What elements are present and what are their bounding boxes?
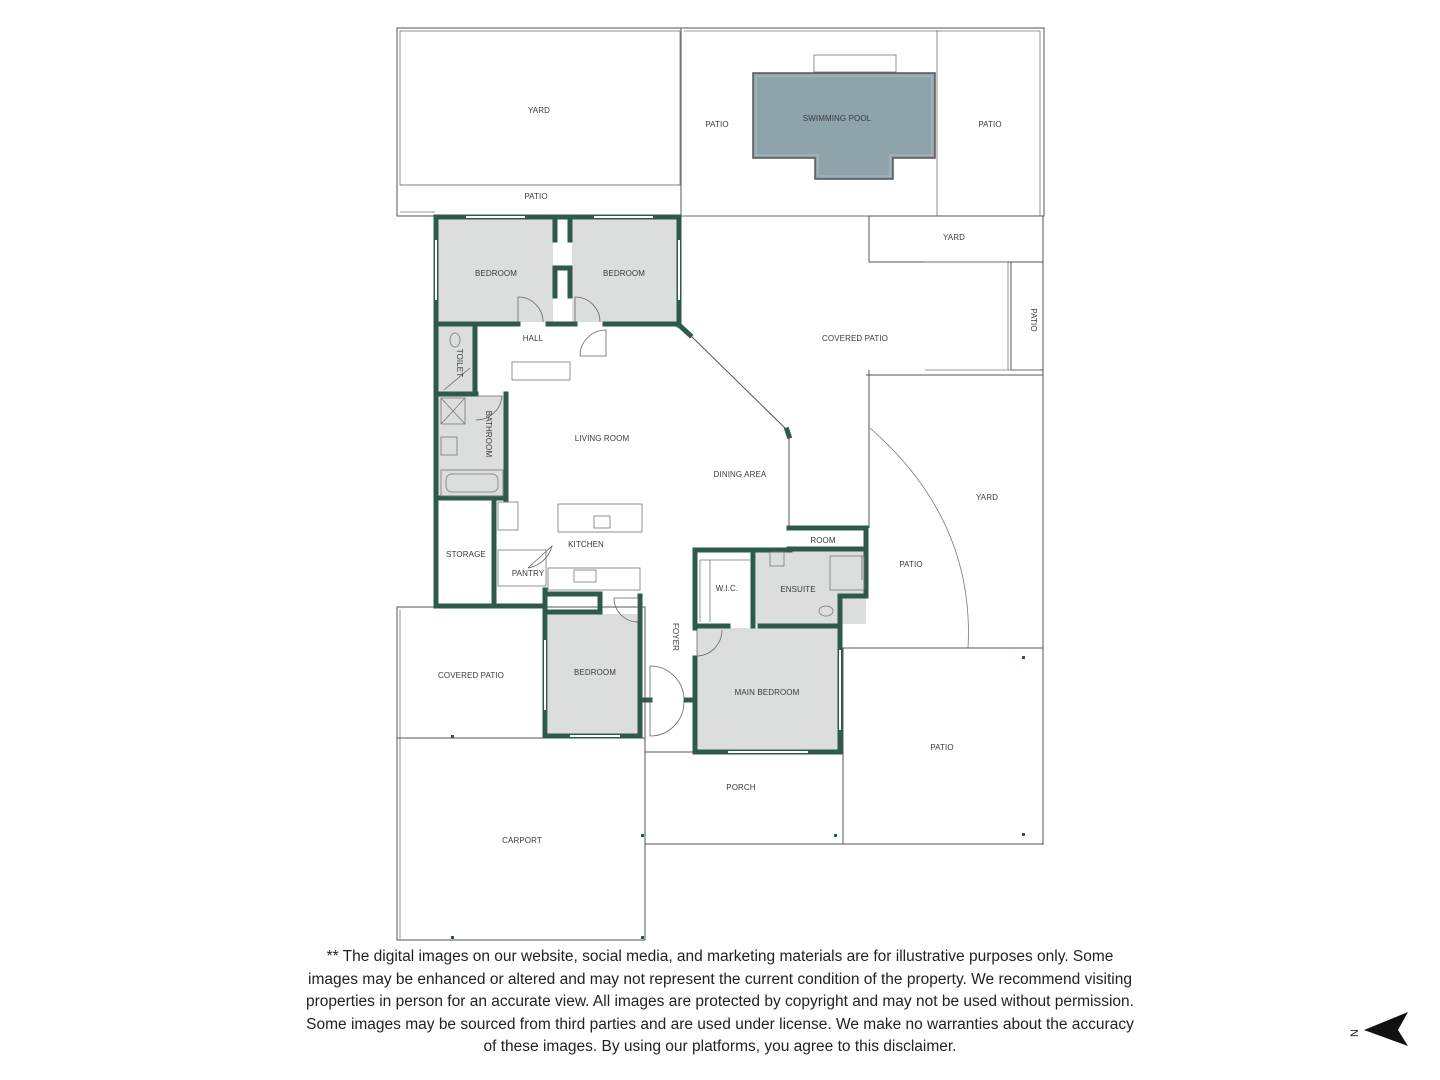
label-kitchen: KITCHEN [568, 540, 604, 549]
yard-top-area [397, 28, 681, 216]
label-bedroom-2: BEDROOM [602, 269, 646, 278]
label-porch: PORCH [726, 783, 756, 792]
label-storage: STORAGE [446, 550, 486, 559]
label-yard-top: YARD [527, 106, 551, 115]
swimming-pool-shape [753, 73, 935, 179]
compass-label: N [1349, 1029, 1361, 1037]
label-covered-patio-right: COVERED PATIO [822, 334, 888, 343]
kitchen-sink-icon [594, 516, 610, 528]
north-arrow-icon [1346, 1010, 1412, 1048]
porch-area [645, 752, 843, 844]
label-patio-right-side: PATIO [1029, 308, 1038, 332]
label-covered-patio-left: COVERED PATIO [438, 671, 504, 680]
label-bedroom-3: BEDROOM [573, 668, 617, 677]
label-foyer: FOYER [671, 622, 680, 652]
label-swimming-pool: SWIMMING POOL [802, 114, 872, 123]
label-patio-pool-right: PATIO [978, 120, 1002, 129]
label-hall: HALL [522, 334, 544, 343]
label-living-room: LIVING ROOM [574, 434, 630, 443]
label-carport: CARPORT [502, 836, 542, 845]
label-main-bedroom: MAIN BEDROOM [734, 688, 800, 697]
label-patio-pool-left: PATIO [705, 120, 729, 129]
label-bedroom-1: BEDROOM [474, 269, 518, 278]
label-patio-top-left: PATIO [524, 192, 548, 201]
label-wic: W.I.C. [715, 584, 739, 593]
label-yard-right-top: YARD [942, 233, 966, 242]
label-toilet: TOILET [455, 348, 464, 378]
cooktop-icon [574, 570, 596, 582]
label-patio-right-mid: PATIO [899, 560, 923, 569]
label-yard-right: YARD [975, 493, 999, 502]
label-dining-area: DINING AREA [713, 470, 767, 479]
label-ensuite: ENSUITE [780, 585, 816, 594]
disclaimer-text: ** The digital images on our website, social media, and marketing materials are for illustrative purposes only. Some images may be enhanced or altered and may not represent the current condition of the property. We recommend visiting properties in person for an accurate view. All images are protected by copyright and may not be used without permission. Some images may be sourced from third parties and are used under license. We make no warranties about the accuracy of these images. By using our platforms, you agree to this disclaimer. [306, 948, 1134, 1056]
curved-patio-edge [870, 428, 968, 648]
label-room: ROOM [810, 536, 836, 545]
label-patio-bottom-right: PATIO [930, 743, 954, 752]
label-bathroom: BATHROOM [484, 410, 493, 458]
label-pantry: PANTRY [511, 569, 545, 578]
